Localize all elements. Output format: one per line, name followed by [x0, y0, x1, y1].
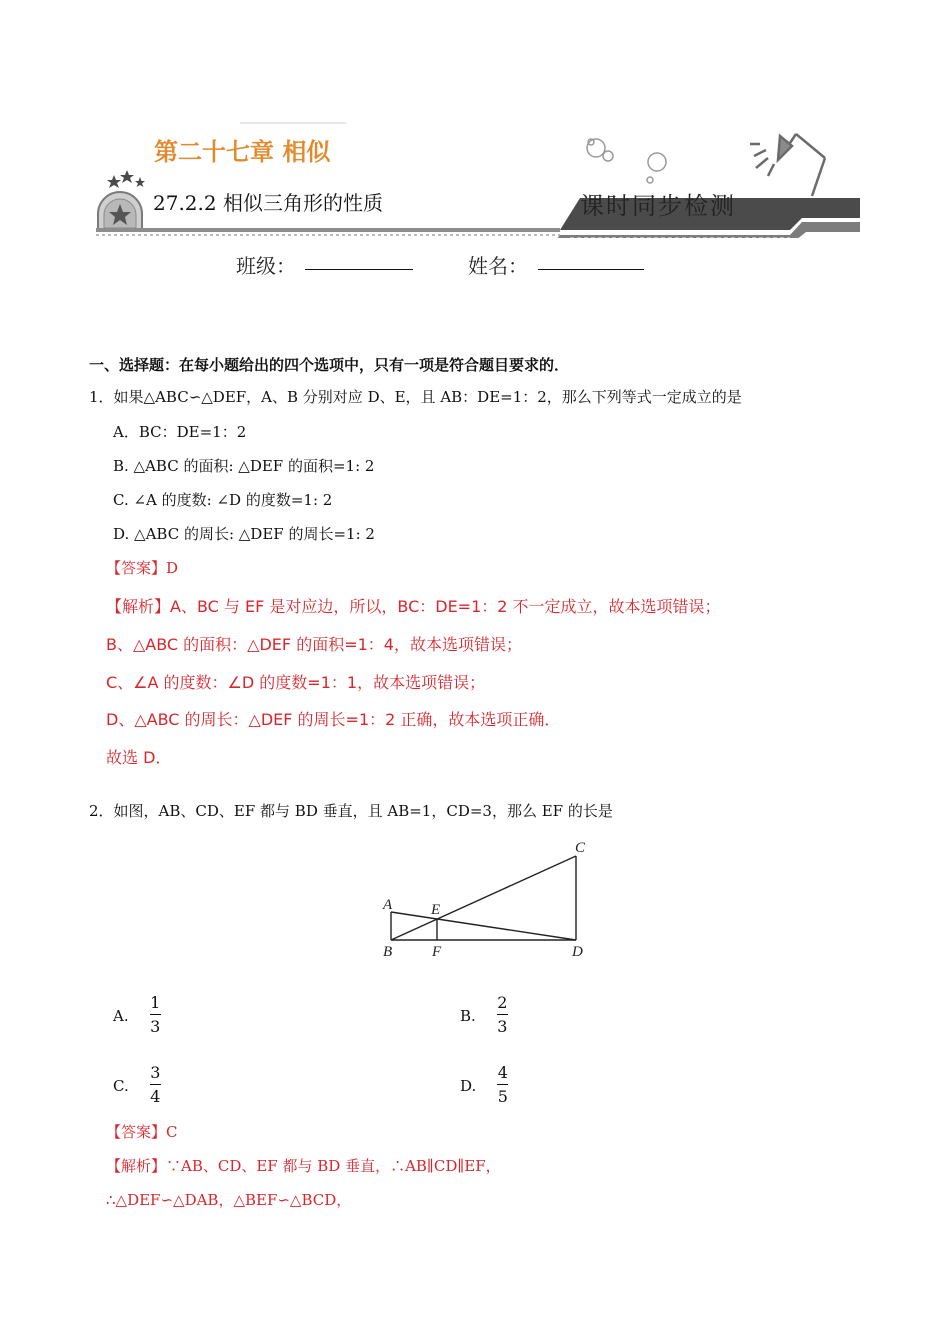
option-label: A. [113, 1006, 129, 1025]
option-label: C. [113, 1076, 129, 1095]
fraction [497, 992, 508, 1039]
name-label: 姓名： [468, 254, 528, 278]
question-1-answer: 【答案】D [106, 559, 179, 577]
question-2-solution-line-2: ∴△DEF∽△DAB，△BEF∽△BCD， [106, 1191, 352, 1209]
fraction-denominator: 3 [150, 1017, 161, 1036]
fraction-denominator: 3 [497, 1017, 508, 1036]
question-2-solution-line-1: 【解析】∵AB、CD、EF 都与 BD 垂直，∴AB∥CD∥EF， [106, 1157, 501, 1175]
question-2-figure [375, 832, 595, 962]
option-label: D. [460, 1076, 477, 1095]
segment-ad [391, 912, 576, 940]
label-c: C [575, 840, 586, 856]
star-icon [107, 170, 145, 188]
fraction [497, 1062, 508, 1109]
fraction-denominator: 5 [497, 1087, 508, 1106]
question-1-stem: 1．如果△ABC∽△DEF，A、B 分别对应 D、E，且 AB：DE=1：2，那么下列等式一定成立的是 [89, 388, 742, 406]
question-1-solution-line-1: 【解析】A、BC 与 EF 是对应边，所以，BC：DE=1：2 不一定成立，故本选项错误； [106, 597, 721, 616]
chapter-title: 第二十七章 相似 [154, 138, 331, 166]
fraction-numerator: 3 [150, 1063, 161, 1082]
label-a: A [383, 897, 393, 913]
question-1-option-a: A．BC：DE=1：2 [113, 423, 247, 441]
section-heading: 一、选择题：在每小题给出的四个选项中，只有一项是符合题目要求的． [89, 356, 570, 374]
label-e: E [431, 902, 441, 918]
question-2-option-a [113, 992, 161, 1039]
question-1-solution-line-3: C、∠A 的度数：∠D 的度数=1：1，故本选项错误； [106, 673, 486, 692]
question-1-solution-line-4: D、△ABC 的周长：△DEF 的周长=1：2 正确，故本选项正确． [106, 710, 561, 729]
fraction-numerator: 2 [497, 993, 508, 1012]
bubble-icons [587, 139, 666, 183]
fraction [150, 1062, 161, 1109]
label-f: F [432, 944, 442, 960]
question-2-option-c [113, 1062, 161, 1109]
label-b: B [383, 944, 393, 960]
question-2-option-d [460, 1062, 508, 1109]
desk-lamp-icon [750, 134, 825, 196]
fraction-numerator: 1 [150, 993, 161, 1012]
name-blank[interactable] [538, 268, 644, 270]
question-1-option-c: C. ∠A 的度数: ∠D 的度数=1: 2 [113, 491, 333, 509]
fraction-denominator: 4 [150, 1087, 161, 1106]
fraction [150, 992, 161, 1039]
question-1-option-b: B. △ABC 的面积: △DEF 的面积=1: 2 [113, 457, 375, 475]
fraction-numerator: 4 [497, 1063, 508, 1082]
question-1-option-d: D. △ABC 的周长: △DEF 的周长=1: 2 [113, 525, 375, 543]
section-title: 27.2.2 相似三角形的性质 [153, 191, 383, 215]
option-label: B. [460, 1006, 476, 1025]
question-1-solution-line-5: 故选 D． [106, 748, 172, 767]
question-2-answer: 【答案】C [106, 1123, 178, 1141]
class-blank[interactable] [305, 268, 413, 270]
class-label: 班级： [236, 254, 296, 278]
question-2-stem: 2．如图，AB、CD、EF 都与 BD 垂直，且 AB=1，CD=3，那么 EF 的长是 [89, 802, 613, 820]
label-d: D [572, 944, 583, 960]
question-2-option-b [460, 992, 508, 1039]
question-1-solution-line-2: B、△ABC 的面积：△DEF 的面积=1：4，故本选项错误； [106, 635, 522, 654]
series-title: 课时同步检测 [580, 192, 736, 220]
star-badge-icon [98, 192, 142, 230]
segment-bc [391, 856, 576, 940]
